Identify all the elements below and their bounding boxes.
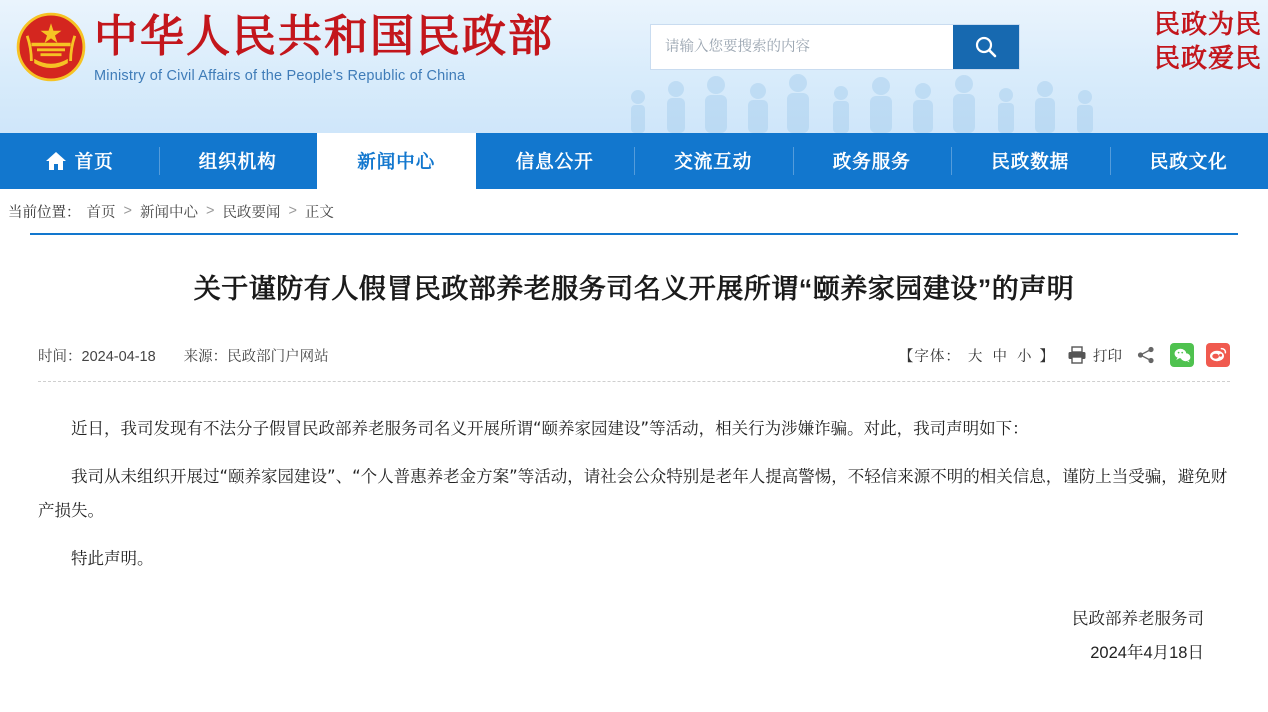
breadcrumb-separator: >: [123, 203, 132, 219]
nav-item-civil-affairs-culture[interactable]: [1110, 133, 1268, 189]
share-nodes-icon: [1137, 346, 1155, 364]
font-size-small[interactable]: 小: [1016, 348, 1033, 365]
main-nav: [0, 133, 1268, 189]
font-size-label: 【字体：: [898, 348, 961, 365]
nav-item-home-label: 首页: [74, 151, 114, 172]
nav-item-organization[interactable]: [159, 133, 318, 189]
article-body: [38, 412, 1230, 576]
nav-item-home[interactable]: [0, 133, 159, 189]
article-time: [38, 345, 156, 366]
print-button[interactable]: [1067, 345, 1122, 366]
site-header: [0, 0, 1268, 133]
people-silhouette-decoration: [598, 71, 1118, 133]
nav-item-government-service-label: 政务服务: [832, 151, 911, 172]
breadcrumb-separator: >: [288, 203, 297, 219]
nav-item-civil-affairs-data-label: 民政数据: [991, 151, 1070, 172]
article-source: [184, 345, 329, 366]
site-title-block: [94, 10, 554, 84]
breadcrumb-item-home[interactable]: 首页: [86, 204, 116, 221]
nav-item-info-disclosure[interactable]: [476, 133, 635, 189]
article-paragraph: 近日，我司发现有不法分子假冒民政部养老服务司名义开展所谓“颐养家园建设”等活动，相关行为涉嫌诈骗。对此，我司声明如下：: [71, 419, 1029, 438]
nav-item-info-disclosure-label: 信息公开: [515, 151, 594, 172]
site-slogan: [1154, 8, 1262, 76]
print-label: 打印: [1093, 348, 1122, 365]
article-sign-date: 2024年4月18日: [1090, 644, 1204, 662]
article-time-value: 2024-04-18: [81, 348, 156, 365]
site-title-en: Ministry of Civil Affairs of the People's Republic of China: [94, 68, 466, 84]
article-signature-block: [30, 602, 1204, 670]
font-size-control: [899, 345, 1055, 366]
article-time-label: 时间：: [38, 348, 82, 365]
nav-item-news-center[interactable]: [317, 133, 476, 189]
search-icon: [973, 34, 999, 60]
breadcrumb-label: 当前位置：: [8, 204, 81, 221]
breadcrumb-item-news-center[interactable]: 新闻中心: [139, 204, 198, 221]
search-input[interactable]: [651, 25, 953, 69]
breadcrumb-item-current: 正文: [304, 204, 334, 221]
font-size-label-close: 】: [1039, 348, 1055, 365]
article-meta: [38, 343, 1230, 382]
printer-icon: [1067, 346, 1087, 364]
article-meta-right: [899, 343, 1230, 367]
font-size-medium[interactable]: 中: [992, 348, 1008, 365]
site-title-cn: 中华人民共和国民政部: [94, 11, 554, 62]
article-paragraph: 特此声明。: [71, 549, 154, 568]
nav-item-civil-affairs-data[interactable]: [951, 133, 1110, 189]
slogan-line-2: 民政爱民: [1153, 44, 1262, 74]
nav-item-interaction[interactable]: [634, 133, 793, 189]
site-search[interactable]: [650, 24, 1020, 70]
article-signature: 民政部养老服务司: [1072, 610, 1204, 628]
national-emblem-icon: [16, 12, 86, 82]
home-icon: [45, 151, 67, 171]
article-source-label: 来源：: [183, 348, 228, 365]
nav-item-civil-affairs-culture-label: 民政文化: [1149, 151, 1228, 172]
page-title: 关于谨防有人假冒民政部养老服务司名义开展所谓“颐养家园建设”的声明: [193, 274, 1075, 304]
article-paragraph: 我司从未组织开展过“颐养家园建设”、“个人普惠养老金方案”等活动，请社会公众特别是老年人提高警惕，不轻信来源不明的相关信息，谨防上当受骗，避免财产损失。: [38, 467, 1228, 520]
breadcrumb-item-civil-affairs-news[interactable]: 民政要闻: [222, 204, 281, 221]
wechat-glyph-icon: [1174, 348, 1191, 363]
breadcrumb-separator: >: [205, 203, 215, 219]
weibo-glyph-icon: [1209, 347, 1227, 363]
article-meta-left: [38, 345, 329, 366]
nav-item-organization-label: 组织机构: [198, 151, 277, 172]
article-source-value: 民政部门户网站: [227, 348, 329, 365]
article-container: [30, 233, 1238, 670]
share-icon[interactable]: [1134, 343, 1158, 367]
breadcrumb: [0, 189, 1268, 233]
nav-item-government-service[interactable]: [793, 133, 952, 189]
font-size-large[interactable]: 大: [967, 348, 984, 365]
slogan-line-1: 民政为民: [1153, 10, 1262, 40]
nav-item-interaction-label: 交流互动: [674, 151, 753, 172]
nav-item-news-center-label: 新闻中心: [357, 151, 436, 172]
weibo-icon[interactable]: [1206, 343, 1230, 367]
search-button[interactable]: [953, 25, 1019, 69]
wechat-icon[interactable]: [1170, 343, 1194, 367]
